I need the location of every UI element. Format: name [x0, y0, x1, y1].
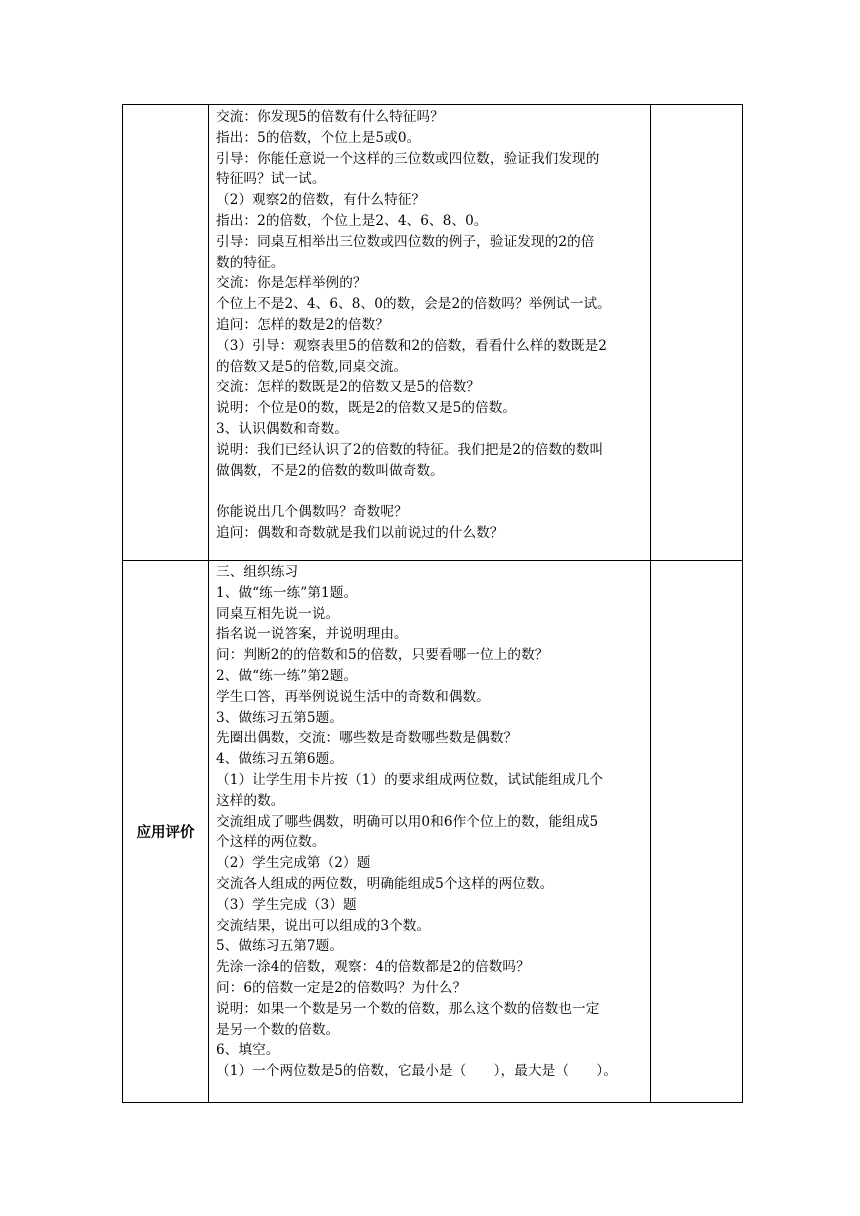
text-line: 交流组成了哪些偶数，明确可以用0和6作个位上的数，能组成5 — [216, 813, 599, 830]
text-line: 特征吗？试一试。 — [216, 171, 326, 188]
table-row — [123, 105, 743, 561]
text-line: 学生口答，再举例说说生活中的奇数和偶数。 — [216, 688, 490, 705]
text-line: 追问：偶数和奇数就是我们以前说过的什么数？ — [216, 524, 504, 541]
text-line: 交流：怎样的数既是2的倍数又是5的倍数？ — [216, 379, 480, 396]
text-line: 5、做练习五第7题。 — [216, 938, 344, 955]
text-line: 个这样的两位数。 — [216, 834, 326, 851]
text-line: 交流结果，说出可以组成的3个数。 — [216, 917, 431, 934]
text-line: 指出：2的倍数，个位上是2、4、6、8、0。 — [216, 212, 488, 229]
text-line: 指名说一说答案，并说明理由。 — [216, 626, 408, 643]
text-line: 三、组织练习 — [216, 564, 299, 580]
lesson-plan-table — [122, 104, 743, 1103]
text-line: 1、做“练一练”第1题。 — [216, 584, 358, 601]
text-line: 你能说出几个偶数吗？奇数呢？ — [216, 504, 408, 521]
text-line: 是另一个数的倍数。 — [216, 1021, 340, 1038]
text-line: （3）学生完成（3）题 — [216, 896, 357, 913]
text-line: 先圈出偶数，交流：哪些数是奇数哪些数是偶数？ — [216, 730, 518, 747]
content-cell — [209, 561, 651, 1103]
text-line: 问：判断2的的倍数和5的倍数，只要看哪一位上的数？ — [216, 647, 549, 664]
text-line: 6、填空。 — [216, 1042, 280, 1059]
text-line: （1）让学生用卡片按（1）的要求组成两位数，试试能组成几个 — [216, 771, 604, 788]
text-line: 数的特征。 — [216, 254, 285, 271]
text-line: （1）一个两位数是5的倍数，它最小是（ ），最大是（ ）。 — [216, 1063, 618, 1080]
text-line: （3）引导：观察表里5的倍数和2的倍数，看看什么样的数既是2 — [216, 337, 608, 354]
text-line: 说明：个位是0的数，既是2的倍数又是5的倍数。 — [216, 400, 517, 417]
text-line: 引导：同桌互相举出三位数或四位数的例子，验证发现的2的倍 — [216, 233, 595, 250]
text-line: 说明：我们已经认识了2的倍数的特征。我们把是2的倍数的数叫 — [216, 441, 604, 458]
text-line: 3、认识偶数和奇数。 — [216, 420, 348, 437]
text-line: 指出：5的倍数，个位上是5或0。 — [216, 129, 421, 146]
stage-label — [123, 105, 209, 561]
text-line: 问：6的倍数一定是2的倍数吗？为什么？ — [216, 979, 467, 996]
text-line: 3、做练习五第5题。 — [216, 709, 344, 726]
text-line: 说明：如果一个数是另一个数的倍数，那么这个数的倍数也一定 — [216, 1000, 600, 1017]
table-row — [123, 561, 743, 1103]
text-line: 同桌互相先说一说。 — [216, 605, 340, 622]
note-cell — [651, 105, 743, 561]
text-line: 做偶数，不是2的倍数的数叫做奇数。 — [216, 462, 444, 479]
text-line: 的倍数又是5的倍数,同桌交流。 — [216, 358, 408, 375]
text-line: 引导：你能任意说一个这样的三位数或四位数，验证我们发现的 — [216, 150, 600, 167]
text-line: 这样的数。 — [216, 792, 285, 809]
text-line: （2）学生完成第（2）题 — [216, 855, 371, 872]
text-line: 交流：你是怎样举例的？ — [216, 275, 367, 292]
content-cell — [209, 105, 651, 561]
text-line: 追问：怎样的数是2的倍数？ — [216, 316, 390, 333]
text-line: 交流各人组成的两位数，明确能组成5个这样的两位数。 — [216, 875, 554, 892]
text-line: 交流：你发现5的倍数有什么特征吗？ — [216, 109, 444, 125]
text-line: （2）观察2的倍数，有什么特征？ — [216, 192, 426, 209]
text-line: 4、做练习五第6题。 — [216, 751, 344, 768]
note-cell — [651, 561, 743, 1103]
text-line: 先涂一涂4的倍数，观察：4的倍数都是2的倍数吗？ — [216, 959, 530, 976]
text-line: 2、做“练一练”第2题。 — [216, 667, 358, 684]
text-line: 个位上不是2、4、6、8、0的数，会是2的倍数吗？举例试一试。 — [216, 296, 611, 313]
stage-label: 应用评价 — [123, 561, 209, 1103]
text-line — [216, 481, 650, 502]
